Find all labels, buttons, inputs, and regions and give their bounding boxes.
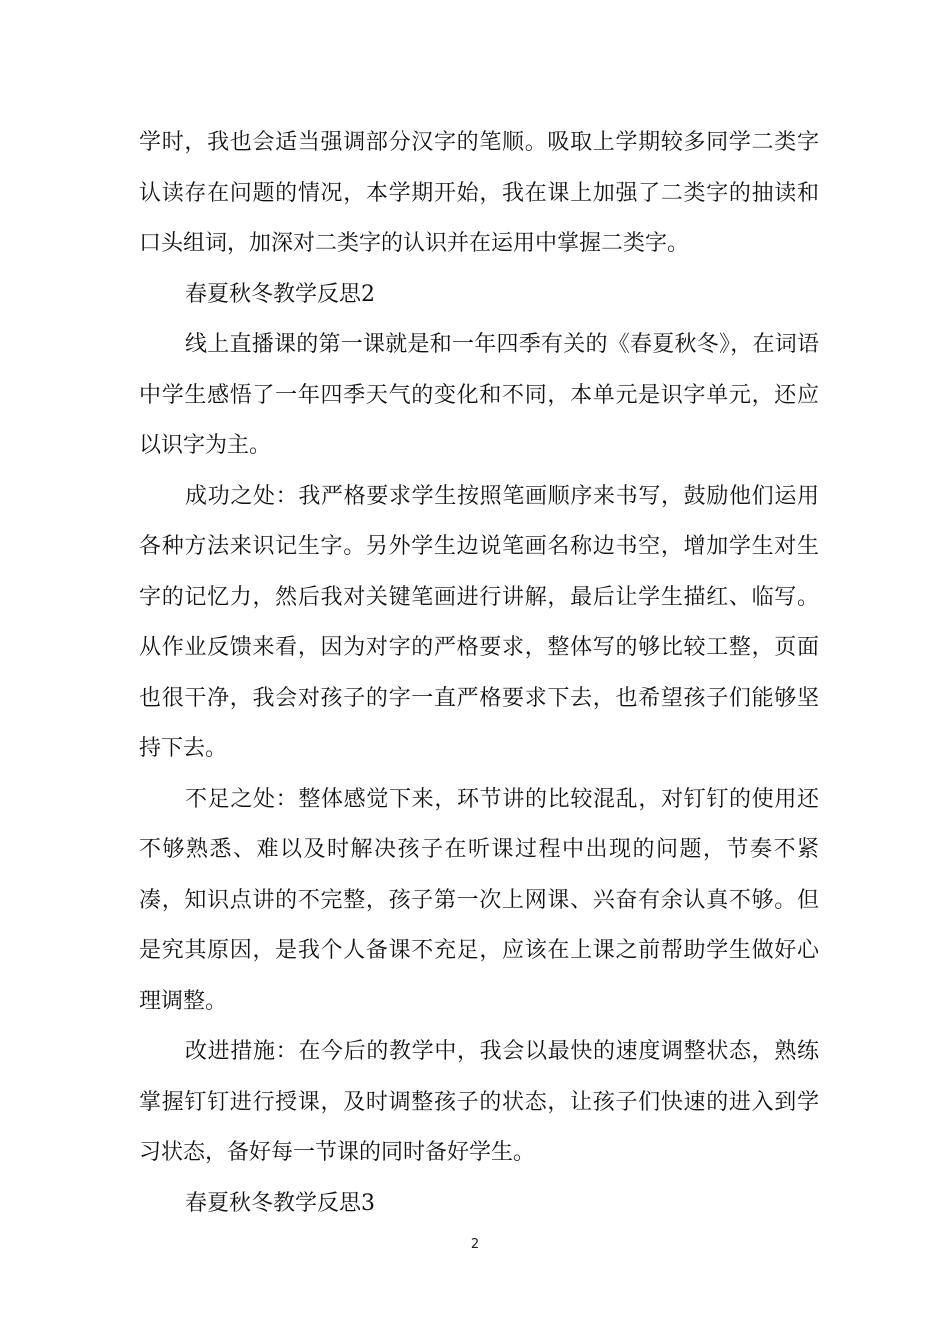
paragraph-continued: 学时，我也会适当强调部分汉字的笔顺。吸取上学期较多同学二类字认读存在问题的情况，本学期开始，我在课上加强了二类字的抽读和口头组词，加深对二类字的认识并在运用中掌握二类字。: [139, 130, 819, 256]
section-heading-2: 春夏秋冬教学反思2: [185, 281, 375, 307]
section-heading-3: 春夏秋冬教学反思3: [185, 1190, 375, 1216]
paragraph-successes: 成功之处：我严格要求学生按照笔画顺序来书写，鼓励他们运用各种方法来识记生字。另外学生边说笔画名称边书空，增加学生对生字的记忆力，然后我对关键笔画进行讲解，最后让学生描红、临写。从作业反馈来看，因为对字的严格要求，整体写的够比较工整，页面也很干净，我会对孩子的字一直严格要求下去，也希望孩子们能够坚持下去。: [139, 483, 819, 761]
paragraph-improvements: 改进措施：在今后的教学中，我会以最快的速度调整状态，熟练掌握钉钉进行授课，及时调整孩子的状态，让孩子们快速的进入到学习状态，备好每一节课的同时备好学生。: [139, 1039, 819, 1165]
paragraph-shortcomings: 不足之处：整体感觉下来，环节讲的比较混乱，对钉钉的使用还不够熟悉、难以及时解决孩子在听课过程中出现的问题，节奏不紧凑，知识点讲的不完整，孩子第一次上网课、兴奋有余认真不够。但是究其原因，是我个人备课不充足，应该在上课之前帮助学生做好心理调整。: [139, 786, 819, 1014]
paragraph-intro: 线上直播课的第一课就是和一年四季有关的《春夏秋冬》，在词语中学生感悟了一年四季天气的变化和不同，本单元是识字单元，还应以识字为主。: [139, 332, 819, 458]
document-body: [139, 118, 819, 1229]
page-number: 2: [470, 1237, 480, 1252]
